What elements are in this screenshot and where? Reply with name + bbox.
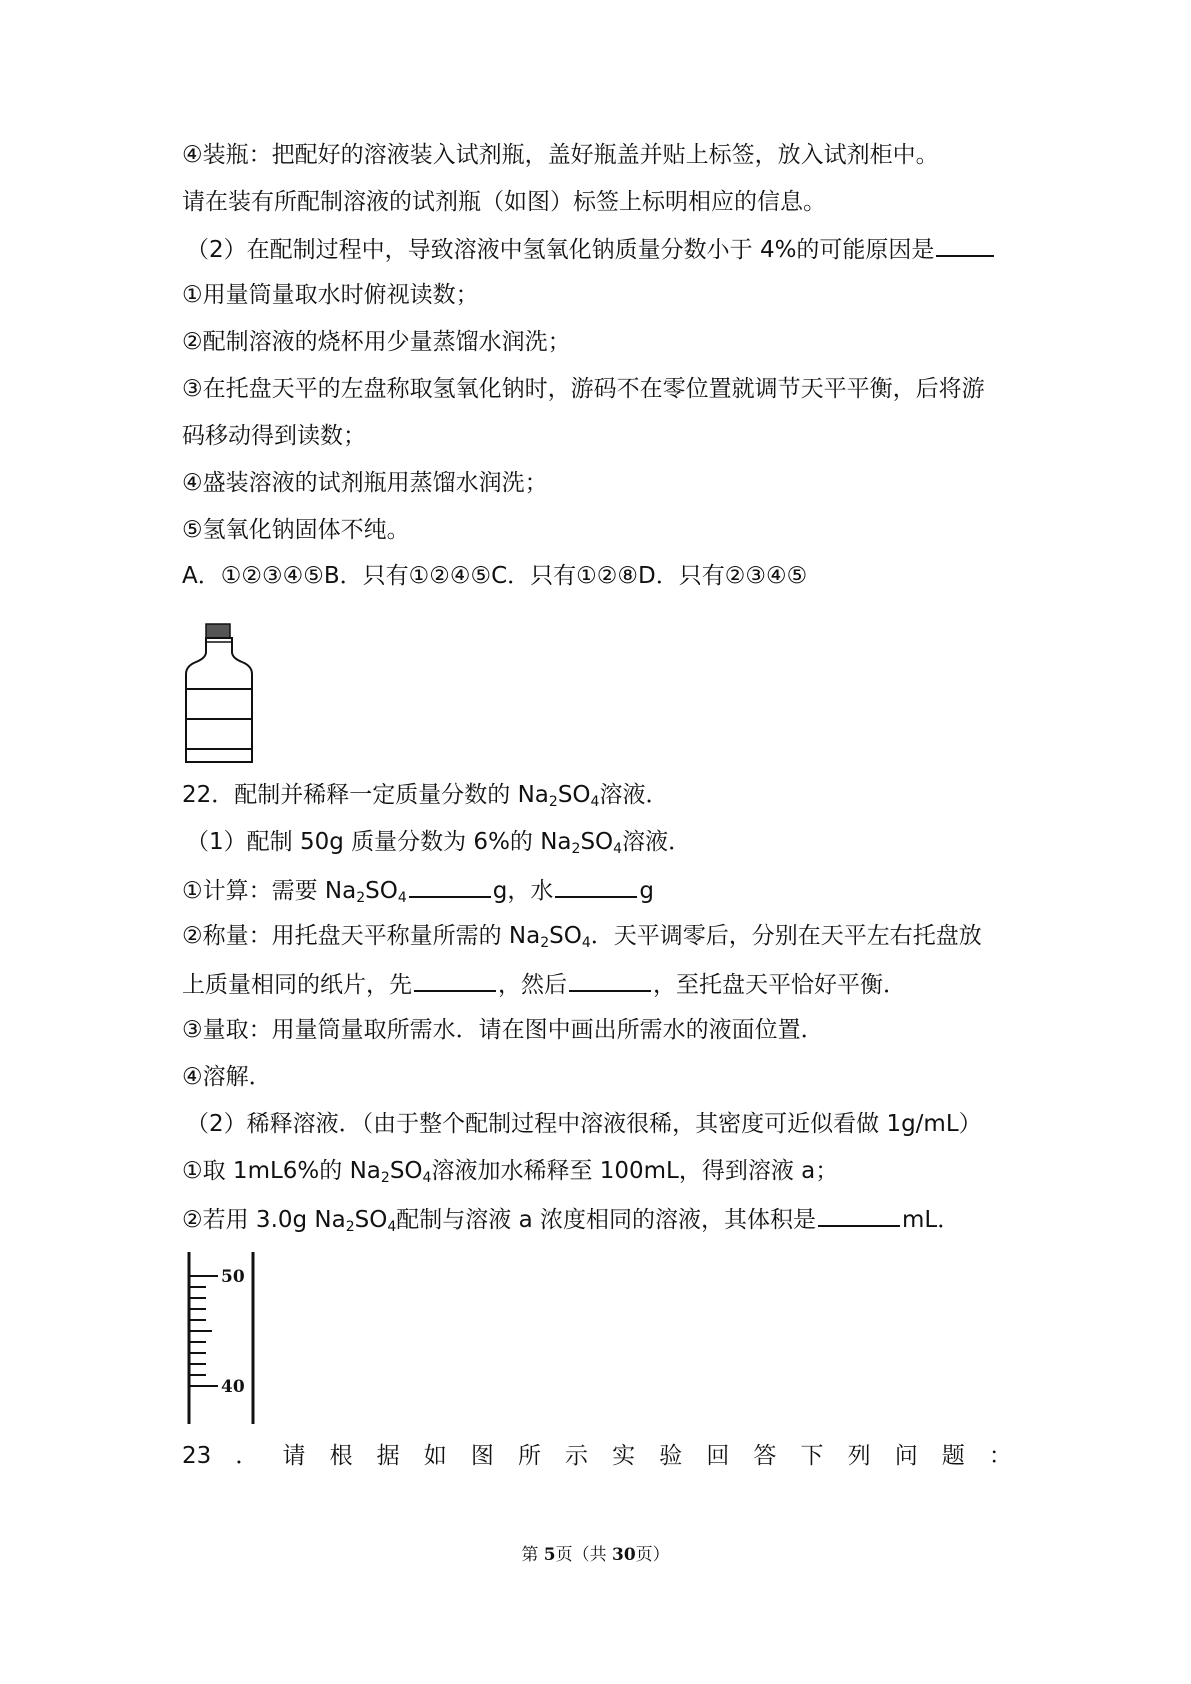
q23-char: 答 (753, 1443, 777, 1469)
bottle-body (186, 638, 252, 762)
q23-char: 问 (894, 1443, 918, 1469)
q23-char: 下 (800, 1443, 824, 1469)
graduated-cylinder-figure[interactable] (182, 1252, 262, 1427)
solute-mass-blank[interactable] (409, 874, 491, 898)
bottle-stopper (206, 624, 230, 638)
q22-part-2: （2）稀释溶液．（由于整个配制过程中溶液很稀，其密度可近似看做 1g/mL） (186, 1111, 982, 1137)
page-footer: 第 5页（共 30页） (521, 1545, 670, 1565)
q23-char: 根 (329, 1443, 353, 1469)
question-22-title: 22．配制并稀释一定质量分数的 $Na_2SO_4$溶液． (182, 782, 669, 810)
option-line: ①用量筒量取水时俯视读数； (182, 282, 479, 308)
q22-part-1: （1）配制 50g 质量分数为 6%的 $Na_2SO_4$溶液． (186, 829, 692, 857)
q23-char: 示 (565, 1443, 589, 1469)
option-line: ④盛装溶液的试剂瓶用蒸馏水润洗； (182, 470, 548, 496)
scale-label-40: 40 (221, 1377, 245, 1397)
q23-char: ． (235, 1443, 259, 1469)
q23-char: ： (988, 1443, 1012, 1469)
q22-dissolving: ④溶解． (182, 1064, 272, 1090)
q23-char: 实 (612, 1443, 636, 1469)
question-23-line (182, 1441, 1012, 1471)
q23-char: 图 (470, 1443, 494, 1469)
q23-char: 列 (847, 1443, 871, 1469)
q23-char: 23 (182, 1443, 212, 1469)
answer-blank[interactable] (936, 233, 994, 257)
q23-char: 如 (423, 1443, 447, 1469)
q22-measuring: ③量取：用量筒量取所需水．请在图中画出所需水的液面位置． (182, 1017, 824, 1043)
q22-weighing-cont: 上质量相同的纸片，先 ，然后 ，至托盘天平恰好平衡． (182, 968, 1022, 1000)
q23-char: 题 (941, 1443, 965, 1469)
option-line: ②配制溶液的烧杯用少量蒸馏水润洗； (182, 329, 571, 355)
scale-label-50: 50 (221, 1267, 245, 1287)
water-mass-blank[interactable] (555, 874, 637, 898)
q22-weighing: ②称量：用托盘天平称量所需的 $Na_2SO_4$．天平调零后，分别在天平左右托盘放 (182, 923, 982, 951)
q23-char: 所 (517, 1443, 541, 1469)
question-part-2: （2）在配制过程中，导致溶液中氢氧化钠质量分数小于 4%的可能原因是 (186, 233, 1026, 265)
q23-char: 据 (376, 1443, 400, 1469)
volume-blank[interactable] (818, 1203, 900, 1227)
q22-dilution-1: ①取 1mL6%的 $Na_2SO_4$溶液加水稀释至 100mL，得到溶液 a； (182, 1158, 839, 1186)
q23-char: 验 (659, 1443, 683, 1469)
option-line: ③在托盘天平的左盘称取氢氧化钠时，游码不在零位置就调节天平平衡，后将游 (182, 376, 985, 402)
answer-choices: A．①②③④⑤B．只有①②④⑤C．只有①②⑧D．只有②③④⑤ (182, 563, 808, 589)
reagent-bottle-figure (182, 622, 256, 767)
first-step-blank[interactable] (414, 968, 496, 992)
q22-calculation: ①计算：需要 $Na_2SO_4$ g，水 g (182, 874, 1022, 906)
option-line: 码移动得到读数； (182, 423, 366, 449)
second-step-blank[interactable] (569, 968, 651, 992)
text-line: 请在装有所配制溶液的试剂瓶（如图）标签上标明相应的信息。 (182, 189, 826, 215)
option-line: ⑤氢氧化钠固体不纯。 (182, 517, 410, 543)
q22-dilution-2: ②若用 3.0g $Na_2SO_4$配制与溶液 a 浓度相同的溶液，其体积是 mL． (182, 1203, 1022, 1235)
q23-char: 请 (282, 1443, 306, 1469)
q23-char: 回 (706, 1443, 730, 1469)
text-line: ④装瓶：把配好的溶液装入试剂瓶，盖好瓶盖并贴上标签，放入试剂柜中。 (182, 142, 939, 168)
